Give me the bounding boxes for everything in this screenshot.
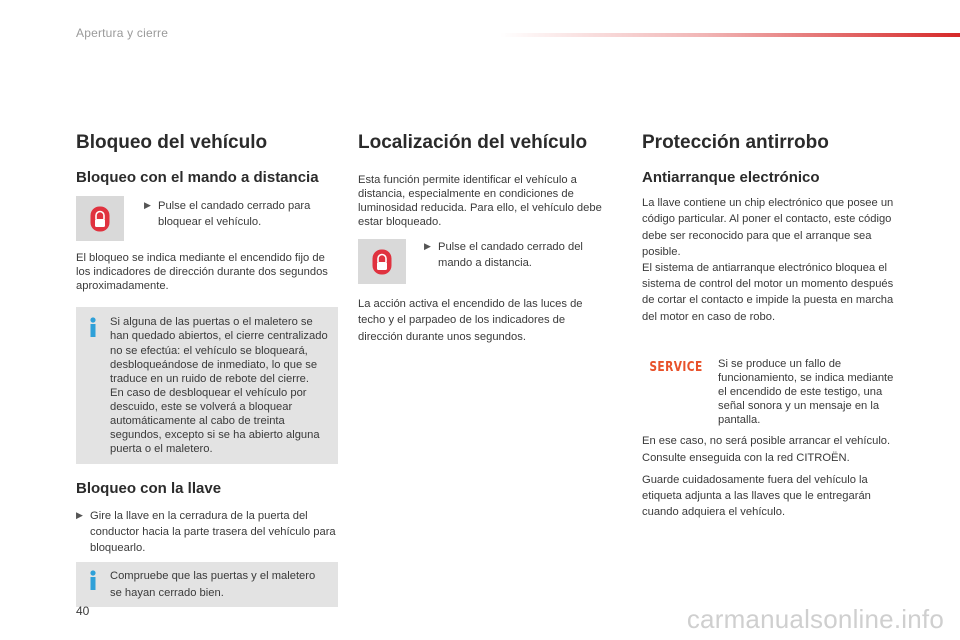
remote-lock-note: El bloqueo se indica mediante el encendido fijo de los indicadores de dirección durante dos segundos aproximadamente. — [76, 252, 328, 293]
remote-info-text-2: En caso de desbloquear el vehículo por descuido, este se volverá a bloquear automáticamente al cabo de treinta segundos, excepto si se ha abierto alguna puerta o el maletero. — [110, 386, 320, 456]
service-warning-icon: SERVICE — [649, 360, 703, 376]
remote-lock-bullet: ▶ Pulse el candado cerrado para bloquear el vehículo. — [144, 198, 338, 230]
key-info-text: Compruebe que las puertas y el maletero se hayan cerrado bien. — [110, 570, 316, 599]
header-accent-bar — [500, 33, 960, 37]
immobiliser-text-4: Guarde cuidadosamente fuera del vehículo la etiqueta adjunta a las llaves que le entregarán cuando adquiera el vehículo. — [642, 473, 871, 519]
remote-info-text-1: Si alguna de las puertas o el maletero se han quedado abiertos, el cierre centralizado no se efectúa: el vehículo se bloqueará, desbloqueándose de inmediato, lo que se traduce en un ruido de rebote del cierre. — [110, 316, 328, 385]
column-anti-theft — [642, 132, 908, 521]
key-locking-heading: Bloqueo con la llave — [76, 480, 222, 498]
immobiliser-heading: Antiarranque electrónico — [642, 168, 820, 186]
column-vehicle-location — [358, 132, 608, 345]
locate-bullet: ▶ Pulse el candado cerrado del mando a distancia. — [424, 239, 608, 271]
key-info-box — [76, 562, 338, 606]
immobiliser-text-3: En ese caso, no será posible arrancar el vehículo. Consulte enseguida con la red CITROËN. — [642, 435, 891, 464]
info-icon — [76, 315, 110, 456]
page-number: 40 — [76, 604, 90, 618]
remote-lock-bullets — [144, 196, 338, 230]
watermark: carmanualsonline.info — [686, 604, 944, 634]
service-warning-text: Si se produce un fallo de funcionamiento, se indica mediante el encendido de este testigo, una señal sonora y un mensaje en la pantalla. — [718, 357, 894, 427]
lock-icon — [358, 239, 406, 284]
vehicle-locking-title: Bloqueo del vehículo — [76, 132, 268, 153]
lock-icon — [76, 196, 124, 241]
immobiliser-text-1: La llave contiene un chip electrónico que posee un código particular. Al poner el contacto, este código debe ser reconocido para que el arranque sea posible. — [642, 197, 894, 258]
vehicle-location-title: Localización del vehículo — [358, 132, 588, 153]
remote-locking-heading: Bloqueo con el mando a distancia — [76, 168, 319, 186]
remote-lock-row — [76, 196, 338, 241]
anti-theft-title: Protección antirrobo — [642, 132, 829, 153]
column-vehicle-locking — [76, 132, 338, 607]
key-lock-bullet: ▶ Gire la llave en la cerradura de la puerta del conductor hacia la parte trasera del vehículo para bloquearlo. — [76, 508, 338, 557]
info-icon — [76, 568, 110, 600]
section-title: Apertura y cierre — [76, 26, 169, 40]
vehicle-location-outro: La acción activa el encendido de las luces de techo y el parpadeo de los indicadores de dirección durante unos segundos. — [358, 298, 583, 343]
service-warning-row — [642, 357, 908, 428]
remote-info-box — [76, 307, 338, 464]
locate-lock-row — [358, 239, 608, 284]
bullet-arrow-icon: ▶ — [144, 200, 151, 211]
locate-bullets — [424, 239, 608, 271]
bullet-arrow-icon: ▶ — [424, 241, 431, 252]
vehicle-location-intro: Esta función permite identificar el vehículo a distancia, especialmente en condiciones de luminosidad reducida. Para ello, el vehículo debe estar bloqueado. — [358, 173, 602, 229]
immobiliser-text-2: El sistema de antiarranque electrónico bloquea el sistema de control del motor un momento después de cortar el contacto e impide la puesta en marcha del motor en caso de robo. — [642, 261, 894, 323]
bullet-arrow-icon: ▶ — [76, 509, 83, 520]
